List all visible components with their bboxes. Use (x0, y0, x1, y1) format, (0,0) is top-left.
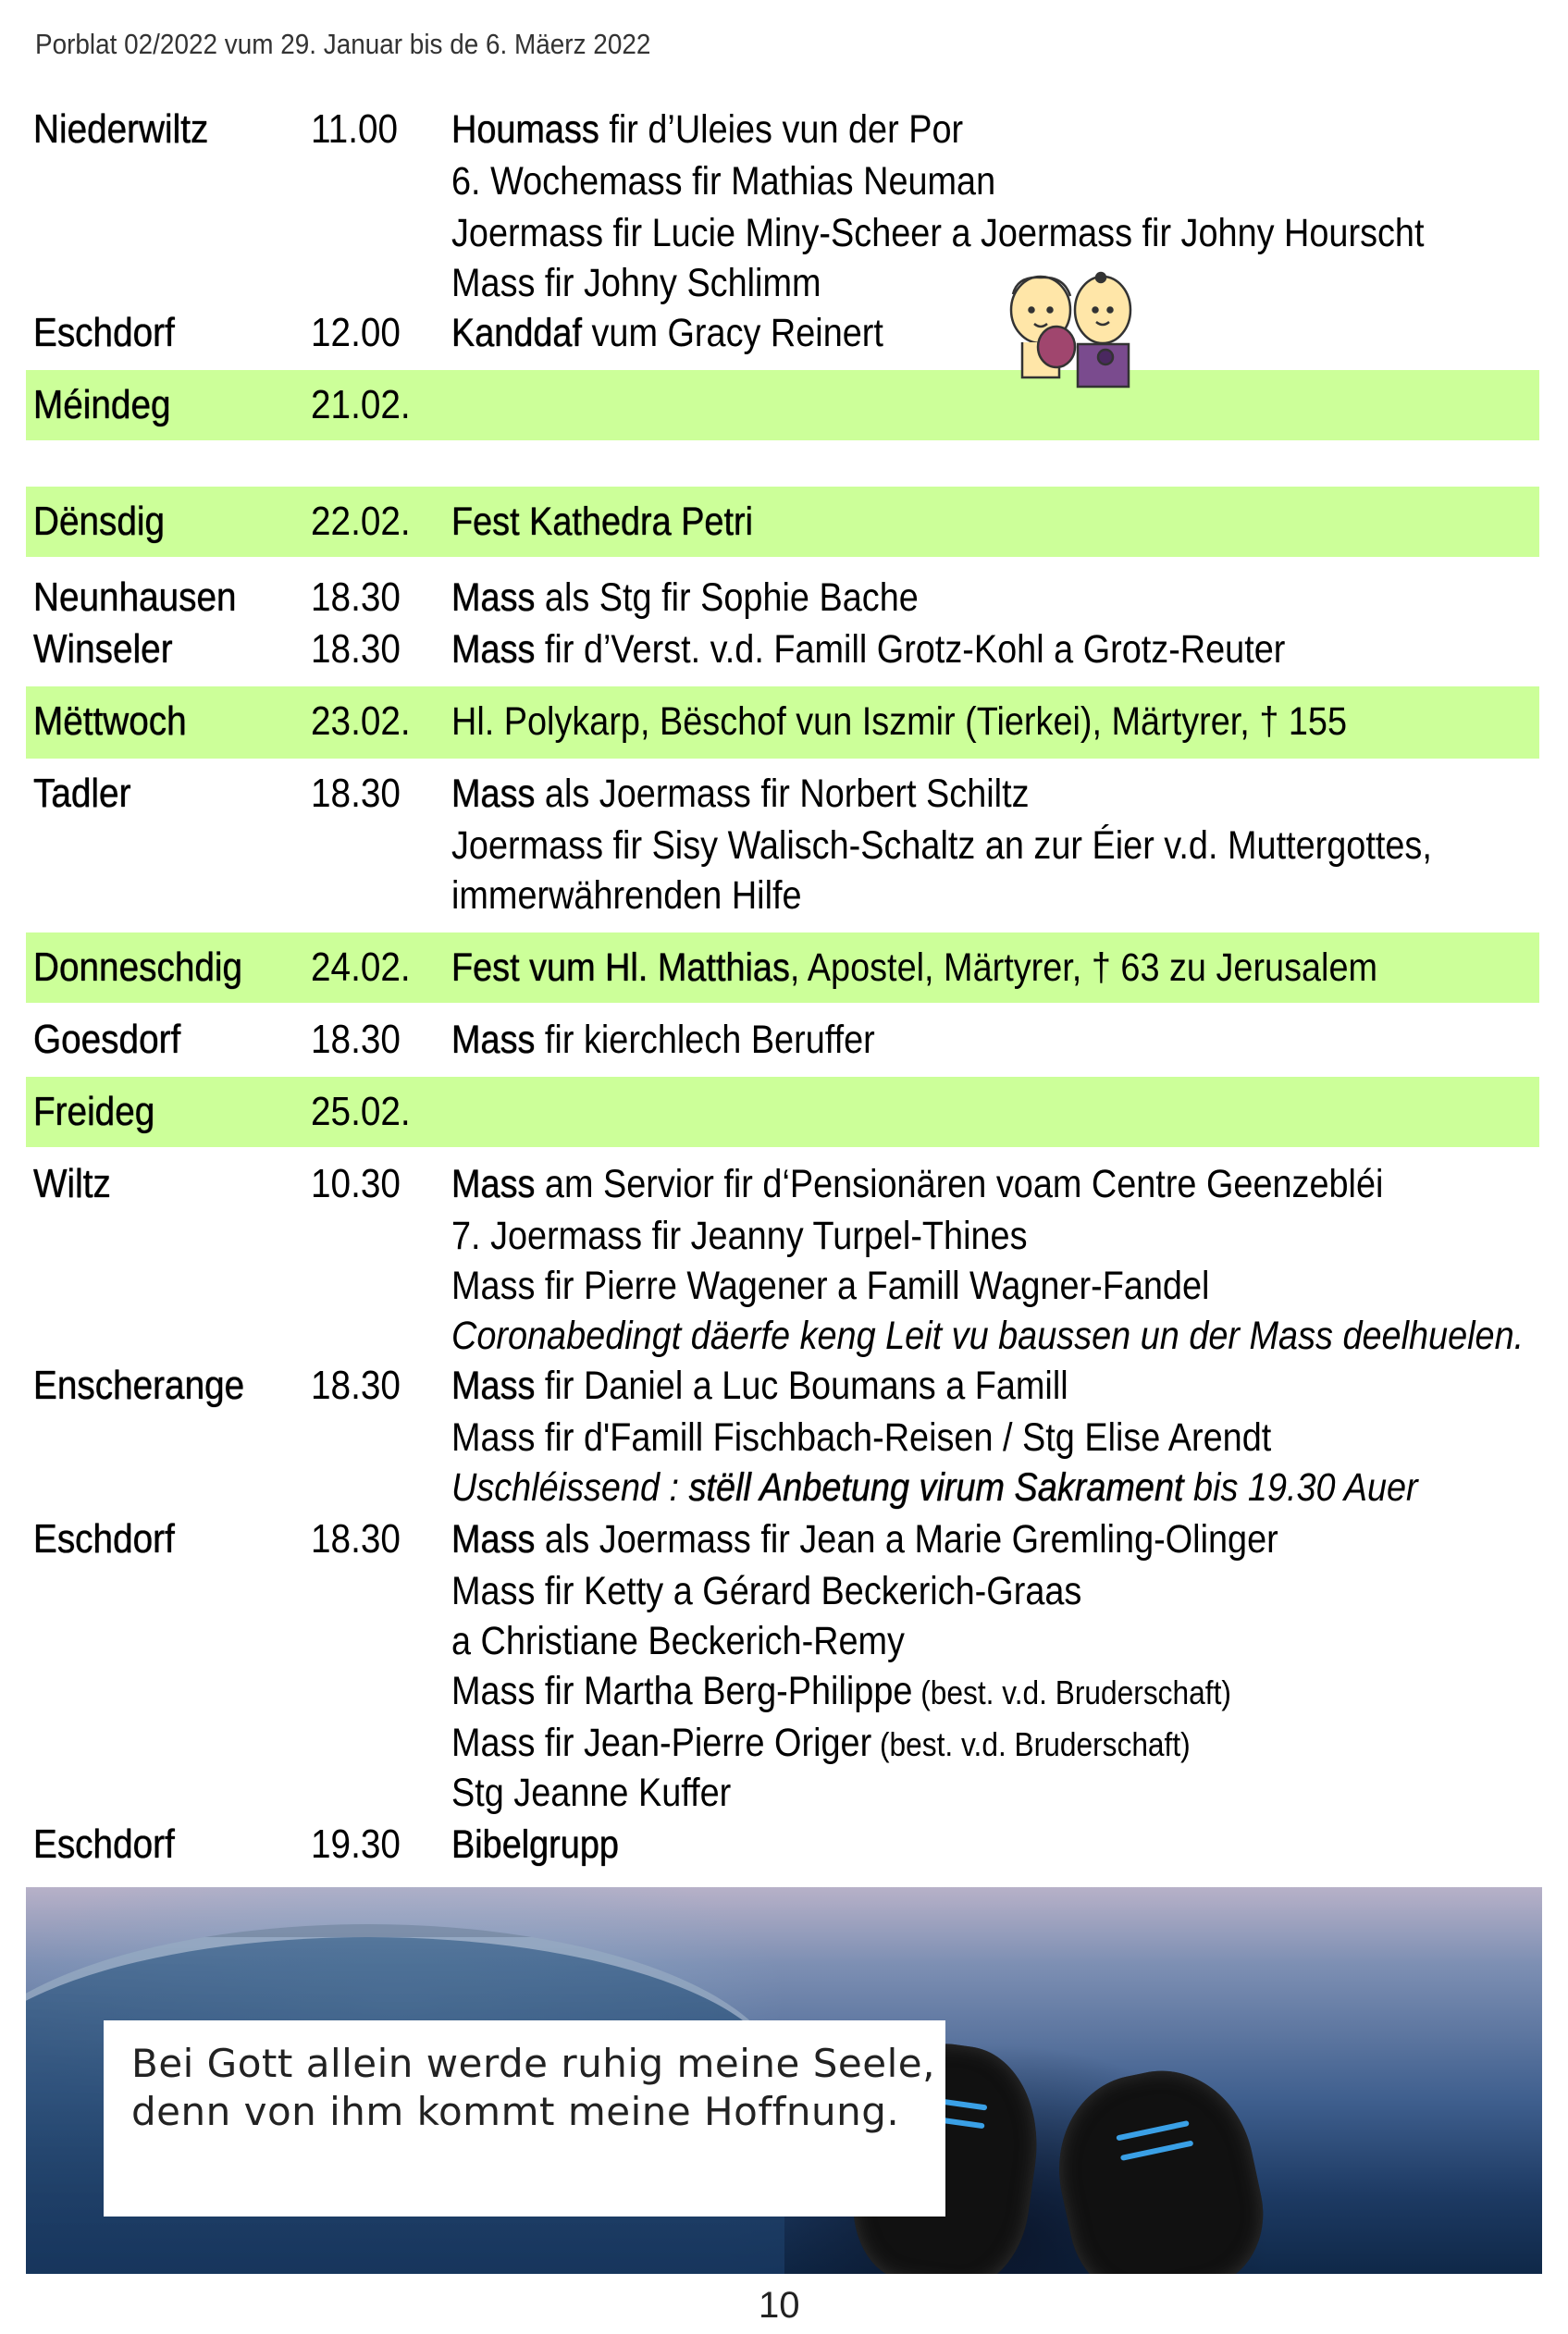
schedule-row (26, 1665, 1539, 1717)
children-illustration (999, 268, 1147, 398)
time: 18.30 (311, 1017, 401, 1062)
notice-prefix: Uschléissend : (451, 1465, 689, 1510)
notice-suffix: bis 19.30 Auer (1183, 1465, 1418, 1510)
time: 18.30 (311, 771, 401, 816)
schedule-row (26, 104, 1539, 155)
service-detail: Mass fir Jean-Pierre Origer (451, 1721, 872, 1765)
description: Joermass fir Sisy Walisch-Schaltz an zur Éier v.d. Muttergottes, (451, 823, 1432, 868)
day-header-row (26, 487, 1539, 557)
description: a Christiane Beckerich-Remy (451, 1619, 905, 1663)
location: Goesdorf (33, 1017, 181, 1062)
description (451, 624, 1285, 675)
description (451, 768, 1030, 820)
location: Niederwiltz (33, 106, 209, 152)
description (451, 1665, 1231, 1719)
feast-name: Fest vum Hl. Matthias (451, 945, 790, 990)
notice-emphasis: stëll Anbetung virum Sakrament (688, 1465, 1184, 1510)
funding-note: (best. v.d. Bruderschaft) (912, 1673, 1231, 1711)
service-type: Kanddaf (451, 311, 582, 355)
funding-note: (best. v.d. Bruderschaft) (871, 1725, 1191, 1763)
description: Joermass fir Lucie Miny-Scheer a Joermass fir Johny Hourscht (451, 211, 1425, 255)
service-type: Mass (451, 627, 536, 672)
day-header-row (26, 1077, 1539, 1147)
location: Enscherange (33, 1363, 245, 1408)
time: 10.30 (311, 1161, 401, 1206)
description (451, 572, 919, 624)
day-name: Mëttwoch (33, 698, 187, 744)
service-detail: fir kierchlech Beruffer (535, 1018, 875, 1062)
description: Mass fir Johny Schlimm (451, 261, 821, 305)
time: 18.30 (311, 626, 401, 672)
service-detail: fir Daniel a Luc Boumans a Famill (535, 1364, 1068, 1408)
schedule-row (26, 1565, 1539, 1617)
description: Mass fir Ketty a Gérard Beckerich-Graas (451, 1569, 1082, 1613)
schedule-row (26, 1158, 1539, 1210)
schedule-row (26, 820, 1539, 871)
location: Wiltz (33, 1161, 111, 1206)
description (451, 1513, 1278, 1565)
location: Eschdorf (33, 1516, 175, 1562)
time: 18.30 (311, 1516, 401, 1562)
quote-line-2: denn von ihm kommt meine Hoffnung. (131, 2089, 900, 2134)
schedule-row (26, 624, 1539, 675)
service-detail: am Servior fir d‘Pensionären voam Centre Geenzebléi (535, 1162, 1384, 1206)
page-header: Porblat 02/2022 vum 29. Januar bis de 6. Mäerz 2022 (35, 28, 651, 60)
date: 25.02. (311, 1089, 411, 1134)
description: Mass fir d'Famill Fischbach-Reisen / Stg Elise Arendt (451, 1415, 1272, 1460)
schedule-row (26, 870, 1539, 921)
scripture-photo (26, 1887, 1542, 2274)
day-header-row (26, 370, 1539, 440)
day-name: Freideg (33, 1089, 155, 1134)
description (451, 1717, 1191, 1771)
quote-box (104, 2020, 945, 2217)
schedule-row (26, 1310, 1539, 1362)
service-type: Mass (451, 1517, 536, 1562)
schedule-row (26, 307, 1539, 359)
schedule-row (26, 1717, 1539, 1769)
quote-reference: PS 62,6 (131, 2170, 223, 2198)
feast-title: Fest Kathedra Petri (451, 500, 754, 544)
time: 19.30 (311, 1822, 401, 1867)
date: 22.02. (311, 499, 411, 544)
schedule-row (26, 257, 1539, 309)
feast-title (451, 932, 1377, 1003)
time: 12.00 (311, 310, 401, 355)
location: Neunhausen (33, 574, 237, 620)
schedule-row (26, 1513, 1539, 1565)
time: 18.30 (311, 1363, 401, 1408)
shoe-right (1041, 2055, 1277, 2274)
schedule-row (26, 1014, 1539, 1066)
service-type: Bibelgrupp (451, 1822, 619, 1867)
schedule-row (26, 155, 1539, 207)
schedule-row (26, 1462, 1539, 1513)
schedule-row (26, 1210, 1539, 1262)
day-name: Donneschdig (33, 945, 243, 990)
service-detail: vum Gracy Reinert (581, 311, 883, 355)
service-detail: als Stg fir Sophie Bache (535, 575, 919, 620)
schedule-row (26, 572, 1539, 624)
feast-detail: , Apostel, Märtyrer, † 63 zu Jerusalem (789, 945, 1378, 990)
schedule-row (26, 1260, 1539, 1312)
description: 7. Joermass fir Jeanny Turpel-Thines (451, 1214, 1028, 1258)
schedule-row (26, 1819, 1539, 1871)
description (451, 1014, 875, 1066)
schedule-row (26, 1615, 1539, 1667)
service-detail: als Joermass fir Norbert Schiltz (535, 772, 1030, 816)
day-header-row (26, 932, 1539, 1003)
service-type: Mass (451, 1364, 536, 1408)
day-header-row (26, 686, 1539, 759)
location: Tadler (33, 771, 131, 816)
date: 24.02. (311, 945, 411, 990)
service-detail: fir d’Verst. v.d. Famill Grotz-Kohl a Grotz-Reuter (535, 627, 1286, 672)
notice-text: Coronabedingt däerfe keng Leit vu baussen un der Mass deelhuelen. (451, 1314, 1525, 1358)
quote-line-1: Bei Gott allein werde ruhig meine Seele, (131, 2041, 935, 2086)
schedule-row (26, 1767, 1539, 1819)
description: immerwährenden Hilfe (451, 873, 802, 918)
service-detail: fir d’Uleies vun der Por (599, 107, 964, 152)
day-name: Méindeg (33, 382, 171, 427)
notice-text (451, 1462, 1418, 1513)
feast-title: Hl. Polykarp, Bëschof vun Iszmir (Tierkei), Märtyrer, † 155 (451, 699, 1348, 744)
service-detail: Mass fir Martha Berg-Philippe (451, 1669, 913, 1713)
date: 23.02. (311, 698, 411, 744)
description (451, 1360, 1068, 1412)
time: 18.30 (311, 574, 401, 620)
service-type: Mass (451, 575, 536, 620)
service-type: Mass (451, 772, 536, 816)
schedule-row (26, 207, 1539, 259)
time: 11.00 (311, 106, 399, 152)
service-type: Houmass (451, 107, 599, 152)
page-number: 10 (759, 2285, 800, 2326)
location: Eschdorf (33, 310, 175, 355)
description (451, 307, 883, 359)
date: 21.02. (311, 382, 411, 427)
service-type: Mass (451, 1018, 536, 1062)
description (451, 1158, 1383, 1210)
service-type: Mass (451, 1162, 536, 1206)
location: Winseler (33, 626, 173, 672)
description (451, 104, 963, 155)
schedule-row (26, 768, 1539, 820)
description: Mass fir Pierre Wagener a Famill Wagner-Fandel (451, 1264, 1210, 1308)
schedule-row (26, 1360, 1539, 1412)
day-name: Dënsdig (33, 499, 166, 544)
service-detail: als Joermass fir Jean a Marie Gremling-Olinger (535, 1517, 1278, 1562)
schedule-row (26, 1412, 1539, 1463)
location: Eschdorf (33, 1822, 175, 1867)
description: 6. Wochemass fir Mathias Neuman (451, 159, 996, 204)
description: Stg Jeanne Kuffer (451, 1771, 732, 1815)
